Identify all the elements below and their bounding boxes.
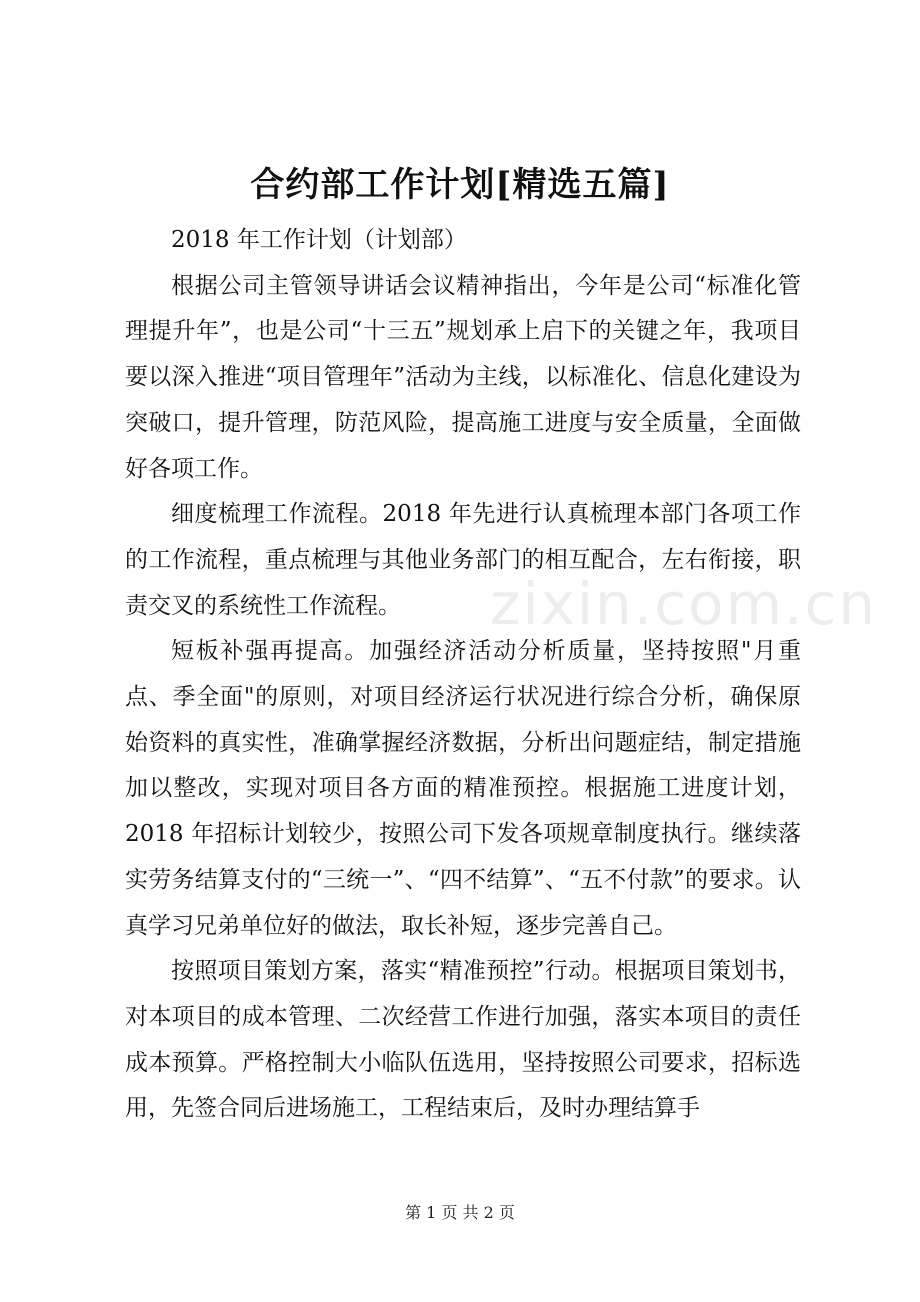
page-footer: 第 1 页 共 2 页 [405,1203,515,1222]
paragraph: 根据公司主管领导讲话会议精神指出，今年是公司“标准化管理提升年”，也是公司“十三五”规划承上启下的关键之年，我项目要以深入推进“项目管理年”活动为主线，以标准化、信息化建设为突破口，提升管理，防范风险，提高施工进度与安全质量，全面做好各项工作。 [125,272,801,482]
paragraph: 细度梳理工作流程。2018 年先进行认真梳理本部门各项工作的工作流程，重点梳理与其他业务部门的相互配合，左右衔接，职责交叉的系统性工作流程。 [125,501,801,619]
paragraph: 短板补强再提高。加强经济活动分析质量，坚持按照"月重点、季全面"的原则，对项目经济运行状况进行综合分析，确保原始资料的真实性，准确掌握经济数据，分析出问题症结，制定措施加以整改，实现对项目各方面的精准预控。根据施工进度计划，2018 年招标计划较少，按照公司下发各项规章制度执行。继续落实劳务结算支付的“三统一”、“四不结算”、“五不付款”的要求。认真学习兄弟单位好的做法，取长补短，逐步完善自己。 [125,638,801,939]
document-body [125,218,801,1132]
paragraph-subtitle: 2018 年工作计划（计划部） [171,227,467,253]
watermark: zixin.com.cn [490,570,878,638]
paragraph: 按照项目策划方案，落实“精准预控”行动。根据项目策划书，对本项目的成本管理、二次经营工作进行加强，落实本项目的责任成本预算。严格控制大小临队伍选用，坚持按照公司要求，招标选用，先签合同后进场施工，工程结束后，及时办理结算手 [125,958,801,1122]
document-title: 合约部工作计划[精选五篇] [250,165,670,205]
